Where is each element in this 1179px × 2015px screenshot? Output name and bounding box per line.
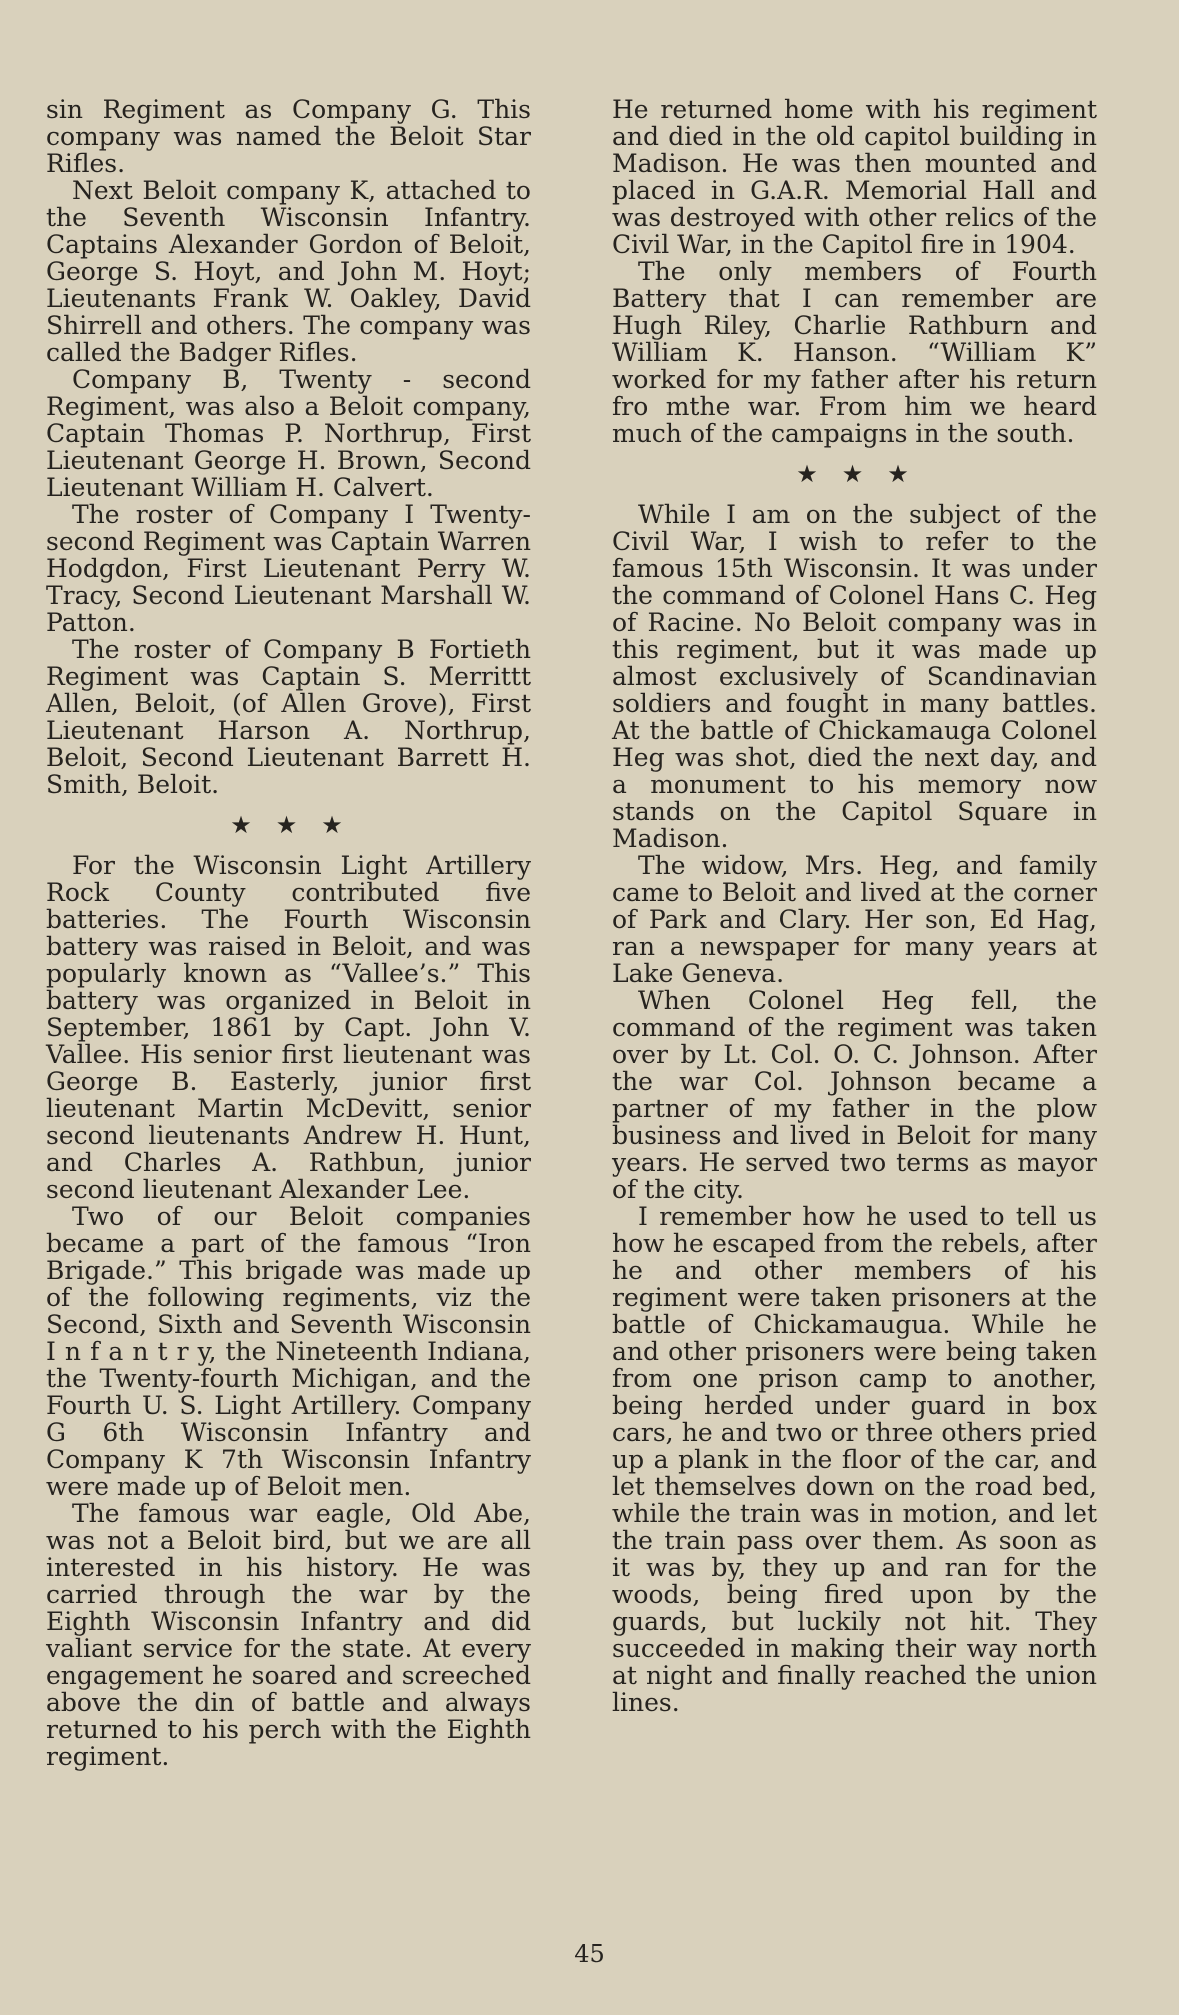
paragraph: For the Wisconsin Light Artillery Rock County contributed five batteries. The Fourth Wisconsin battery was raised in Beloit, and was popularly known as “Vallee’s.” This battery was organized in Beloit in September, 1861 by Capt. John V. Vallee. His senior first lieutenant was George B. Easterly, junior first lieutenant Martin McDevitt, senior second lieutenants Andrew H. Hunt, and Charles A. Rathbun, junior second lieutenant Alexander Lee.: [46, 851, 531, 1204]
paragraph: The roster of Company I Twenty-second Regiment was Captain Warren Hodgdon, First Lieutenant Perry W. Tracy, Second Lieutenant Marshall W. Patton.: [46, 500, 531, 637]
left-column: [46, 96, 531, 1770]
paragraph: The famous war eagle, Old Abe, was not a Beloit bird, but we are all interested in his history. He was carried through the war by the Eighth Wisconsin Infantry and did valiant service for the state. At every engagement he soared and screeched above the din of battle and always returned to his perch with the Eighth regiment.: [46, 1499, 531, 1771]
star-divider: ★★★: [796, 460, 933, 488]
paragraph: I remember how he used to tell us how he escaped from the rebels, after he and other members of his regiment were taken prisoners at the battle of Chickamaugua. While he and other prisoners were being taken from one prison camp to another, being herded under guard in box cars, he and two or three others pried up a plank in the floor of the car, and let themselves down on the road bed, while the train was in motion, and let the train pass over them. As soon as it was by, they up and ran for the woods, being fired upon by the guards, but luckily not hit. They succeeded in making their way north at night and finally reached the union lines.: [612, 1202, 1097, 1717]
paragraph: The only members of Fourth Battery that I can remember are Hugh Riley, Charlie Rathburn and William K. Hanson. “William K” worked for my father after his return fro mthe war. From him we heard much of the campaigns in the south.: [612, 257, 1097, 448]
paragraph: Company B, Twenty - second Regiment, was also a Beloit company, Captain Thomas P. Northrup, First Lieutenant George H. Brown, Second Lieutenant William H. Calvert.: [46, 365, 531, 502]
paragraph: Two of our Beloit companies became a part of the famous “Iron Brigade.” This brigade was made up of the following regiments, viz the Second, Sixth and Seventh Wisconsin I n f a n t r y, the Nineteenth Indiana, the Twenty-fourth Michigan, and the Fourth U. S. Light Artillery. Company G 6th Wisconsin Infantry and Company K 7th Wisconsin Infantry were made up of Beloit men.: [46, 1202, 531, 1501]
paragraph: He returned home with his regiment and died in the old capitol building in Madison. He was then mounted and placed in G.A.R. Memorial Hall and was destroyed with other relics of the Civil War, in the Capitol fire in 1904.: [612, 95, 1097, 259]
paragraph: While I am on the subject of the Civil War, I wish to refer to the famous 15th Wisconsin. It was under the command of Colonel Hans C. Heg of Racine. No Beloit company was in this regiment, but it was made up almost exclusively of Scandinavian soldiers and fought in many battles. At the battle of Chickamauga Colonel Heg was shot, died the next day, and a monument to his memory now stands on the Capitol Square in Madison.: [612, 500, 1097, 853]
paragraph: Next Beloit company K, attached to the Seventh Wisconsin Infantry. Captains Alexander Gordon of Beloit, George S. Hoyt, and John M. Hoyt; Lieutenants Frank W. Oakley, David Shirrell and others. The company was called the Badger Rifles.: [46, 176, 531, 367]
paragraph: sin Regiment as Company G. This company was named the Beloit Star Rifles.: [46, 95, 531, 178]
paragraph: When Colonel Heg fell, the command of the regiment was taken over by Lt. Col. O. C. Johnson. After the war Col. Johnson became a partner of my father in the plow business and lived in Beloit for many years. He served two terms as mayor of the city.: [612, 986, 1097, 1204]
paragraph: The widow, Mrs. Heg, and family came to Beloit and lived at the corner of Park and Clary. Her son, Ed Hag, ran a newspaper for many years at Lake Geneva.: [612, 851, 1097, 988]
paragraph: The roster of Company B Fortieth Regiment was Captain S. Merrittt Allen, Beloit, (of Allen Grove), First Lieutenant Harson A. Northrup, Beloit, Second Lieutenant Barrett H. Smith, Beloit.: [46, 635, 531, 799]
page-number: 45: [574, 1940, 605, 1968]
star-divider: ★★★: [230, 811, 367, 839]
right-column: [612, 96, 1097, 1716]
